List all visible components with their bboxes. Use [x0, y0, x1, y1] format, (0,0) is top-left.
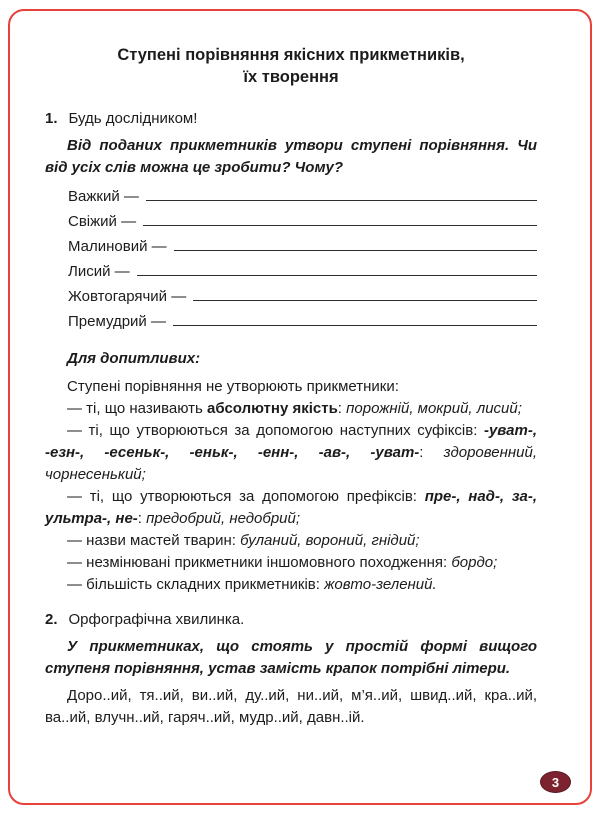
info-item-5	[45, 552, 537, 574]
word-label: Свіжий —	[68, 213, 137, 230]
word-row	[68, 209, 537, 234]
info-item-2-colon: :	[419, 444, 444, 461]
answer-blank	[146, 184, 537, 201]
info-item-6	[45, 574, 537, 596]
info-item-2-suffixes: -уват-, -езн-, -есеньк-, -еньк-, -енн-, -ав-, -уват-	[45, 422, 537, 461]
info-item-3-text: — ті, що утворюються за допомогою префіксів:	[67, 488, 425, 505]
exercise-2-instruction: У прикметниках, що стоять у простій формі вищого ступеня порівняння, устав замість крапок потрібні літери.	[45, 638, 537, 677]
page-title-line2: їх творення	[243, 68, 339, 86]
info-item-4	[45, 530, 537, 552]
info-item-3-colon: :	[137, 510, 147, 527]
answer-blank	[173, 309, 537, 326]
info-item-6-text: — більшість складних прикметників:	[67, 576, 325, 593]
info-block-heading: Для допитливих:	[67, 350, 201, 367]
info-item-1-text: — ті, що називають	[67, 400, 208, 417]
answer-blank	[143, 209, 537, 226]
word-label: Малиновий —	[68, 238, 167, 255]
page-content	[45, 44, 537, 729]
word-row	[68, 284, 537, 309]
info-item-2-examples: здоровенний, чорнесенький;	[45, 444, 537, 483]
info-item-3-prefixes: пре-, над-, за-, ультра-, не-	[45, 488, 537, 527]
answer-blank	[193, 284, 537, 301]
word-list	[68, 184, 537, 334]
word-row	[68, 184, 537, 209]
info-item-1-colon: :	[337, 400, 347, 417]
info-item-3-examples: предобрий, недобрий;	[146, 510, 301, 527]
word-row	[68, 309, 537, 334]
exercise-2-task-words: Доро..ий, тя..ий, ви..ий, ду..ий, ни..ий, м’я..ий, швид..ий, кра..ий, ва..ий, влучн..ий, гаряч..ий, мудр..ий, давн..ій.	[45, 687, 537, 726]
info-intro: Ступені порівняння не утворюють прикметники:	[67, 378, 399, 395]
info-item-4-examples: буланий, вороний, гнідий;	[240, 532, 420, 549]
exercise-1-heading	[45, 108, 537, 130]
exercise-1-number: 1.	[45, 110, 58, 127]
word-row	[68, 234, 537, 259]
info-item-3	[45, 486, 537, 530]
info-item-1-examples: порожній, мокрий, лисий;	[346, 400, 522, 417]
exercise-1-title: Будь дослідником!	[68, 110, 198, 127]
info-item-6-examples: жовто-зелений.	[324, 576, 437, 593]
page-number: 3	[551, 774, 560, 790]
word-row	[68, 259, 537, 284]
info-item-4-text: — назви мастей тварин:	[67, 532, 241, 549]
exercise-2-title: Орфографічна хвилинка.	[68, 611, 245, 628]
answer-blank	[137, 259, 537, 276]
exercise-2-heading	[45, 609, 537, 631]
word-label: Важкий —	[68, 188, 139, 205]
info-item-5-examples: бордо;	[451, 554, 498, 571]
info-item-1-bold: абсолютну якість	[207, 400, 338, 417]
info-item-5-text: — незмінювані прикметники іншомовного походження:	[67, 554, 452, 571]
exercise-2-number: 2.	[45, 611, 58, 628]
info-item-1	[45, 398, 537, 420]
page-number-badge	[540, 771, 571, 793]
info-item-2-text: — ті, що утворюються за допомогою наступних суфіксів:	[67, 422, 484, 439]
exercise-1-instruction: Від поданих прикметників утвори ступені порівняння. Чи від усіх слів можна це зробити? Чому?	[45, 137, 537, 176]
word-label: Премудрий —	[68, 313, 166, 330]
word-label: Лисий —	[68, 263, 130, 280]
word-label: Жовтогарячий —	[68, 288, 187, 305]
page-title	[45, 44, 537, 88]
answer-blank	[174, 234, 537, 251]
page-title-line1: Ступені порівняння якісних прикметників,	[117, 46, 465, 64]
info-item-2	[45, 420, 537, 486]
